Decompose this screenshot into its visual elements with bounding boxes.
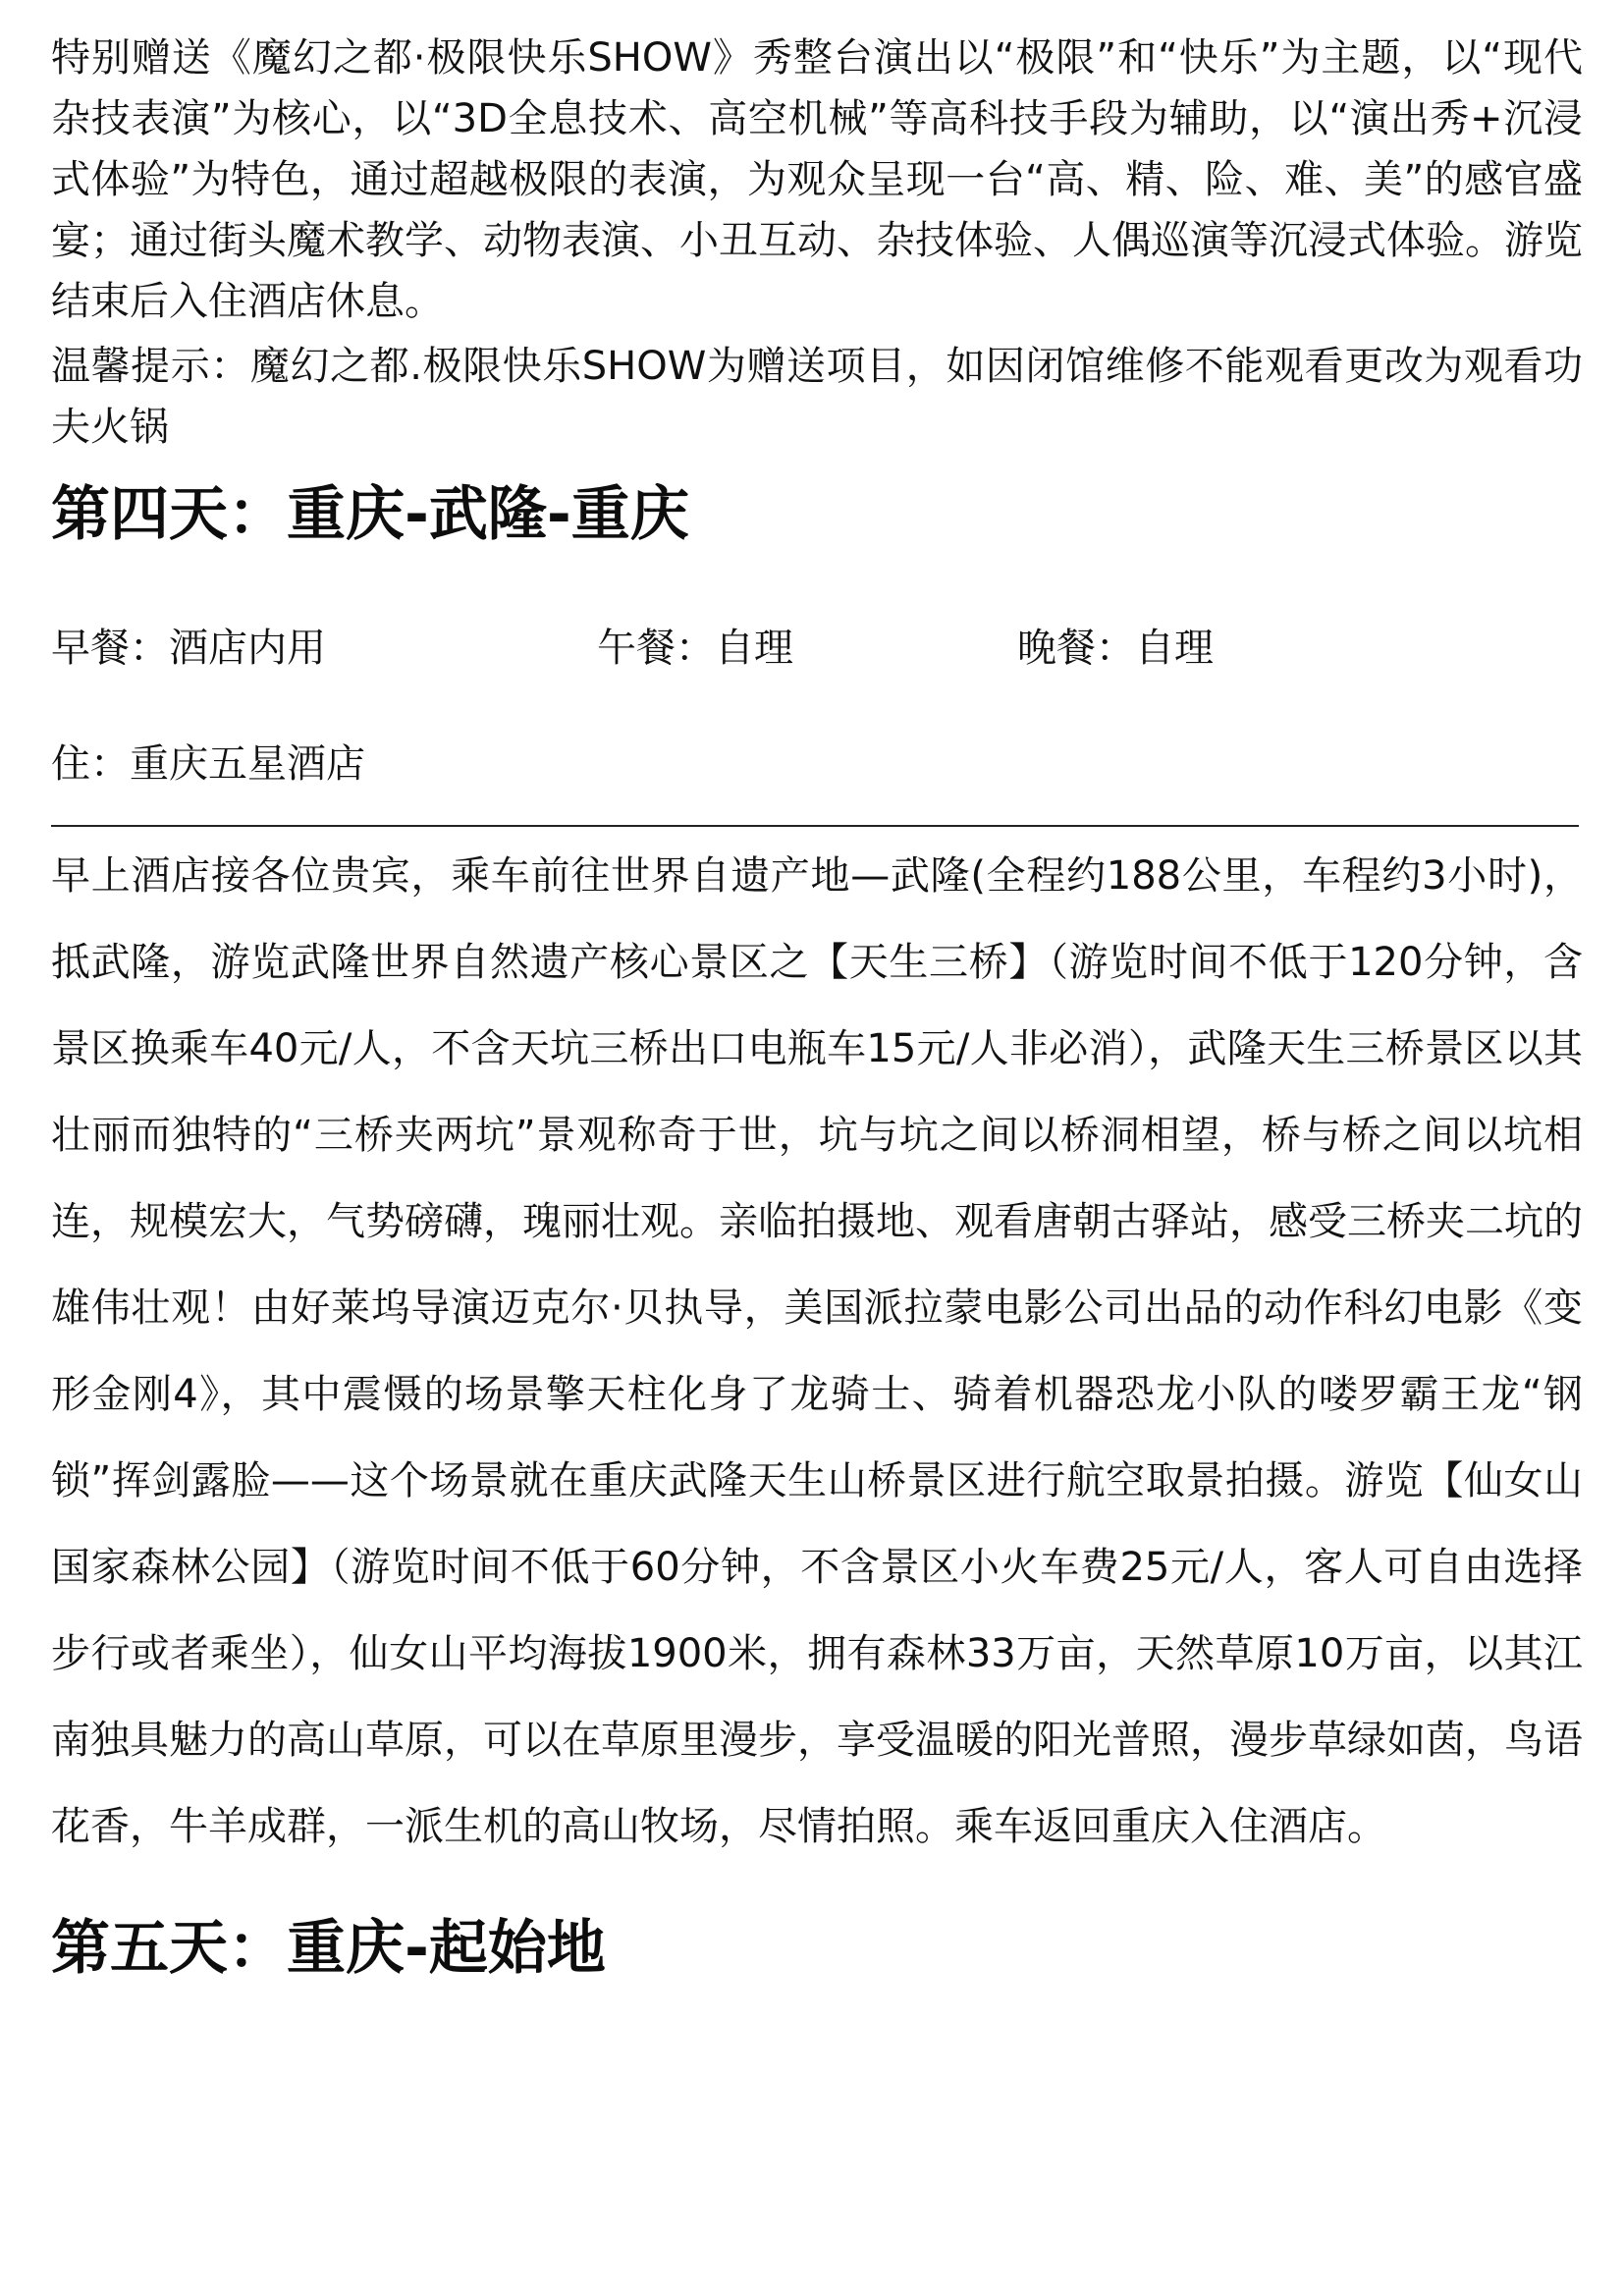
breakfast-info: 早餐：酒店内用 <box>51 626 326 671</box>
day4-heading: 第四天：重庆-武隆-重庆 <box>51 480 689 549</box>
warm-tip: 温馨提示：魔幻之都.极限快乐SHOW为赠送项目，如因闭馆维修不能观看更改为观看功夫火锅 <box>51 344 1583 450</box>
day4-lodging: 住：重庆五星酒店 <box>51 741 365 787</box>
lunch-info: 午餐：自理 <box>597 626 793 671</box>
day4-meals <box>51 621 1583 676</box>
day4-description: 早上酒店接各位贵宾，乘车前往世界自遗产地—武隆(全程约188公里，车程约3小时)，抵武隆，游览武隆世界自然遗产核心景区之【天生三桥】（游览时间不低于120分钟，含景区换乘车40元/人，不含天坑三桥出口电瓶车15元/人非必消），武隆天生三桥景区以其壮丽而独特的“三桥夹两坑”景观称奇于世，坑与坑之间以桥洞相望，桥与桥之间以坑相连，规模宏大，气势磅礴，瑰丽壮观。亲临拍摄地、观看唐朝古驿站，感受三桥夹二坑的雄伟壮观！由好莱坞导演迈克尔·贝执导，美国派拉蒙电影公司出品的动作科幻电影《变形金刚4》，其中震慑的场景擎天柱化身了龙骑士、骑着机器恐龙小队的喽罗霸王龙“钢锁”挥剑露脸——这个场景就在重庆武隆天生山桥景区进行航空取景拍摄。游览【仙女山国家森林公园】（游览时间不低于60分钟，不含景区小火车费25元/人，客人可自由选择步行或者乘坐），仙女山平均海拔1900米，拥有森林33万亩，天然草原10万亩，以其江南独具魅力的高山草原，可以在草原里漫步，享受温暖的阳光普照，漫步草绿如茵，鸟语花香，牛羊成群，一派生机的高山牧场，尽情拍照。乘车返回重庆入住酒店。 <box>51 853 1583 1849</box>
section-divider <box>51 825 1579 827</box>
day5-heading: 第五天：重庆-起始地 <box>51 1914 606 1983</box>
show-description: 特别赠送《魔幻之都·极限快乐SHOW》秀整台演出以“极限”和“快乐”为主题，以“现代杂技表演”为核心，以“3D全息技术、高空机械”等高科技手段为辅助，以“演出秀+沉浸式体验”为特色，通过超越极限的表演，为观众呈现一台“高、精、险、难、美”的感官盛宴；通过街头魔术教学、动物表演、小丑互动、杂技体验、人偶巡演等沉浸式体验。游览结束后入住酒店休息。 <box>51 35 1583 324</box>
dinner-info: 晚餐：自理 <box>1017 626 1214 671</box>
itinerary-page <box>51 27 1583 1988</box>
